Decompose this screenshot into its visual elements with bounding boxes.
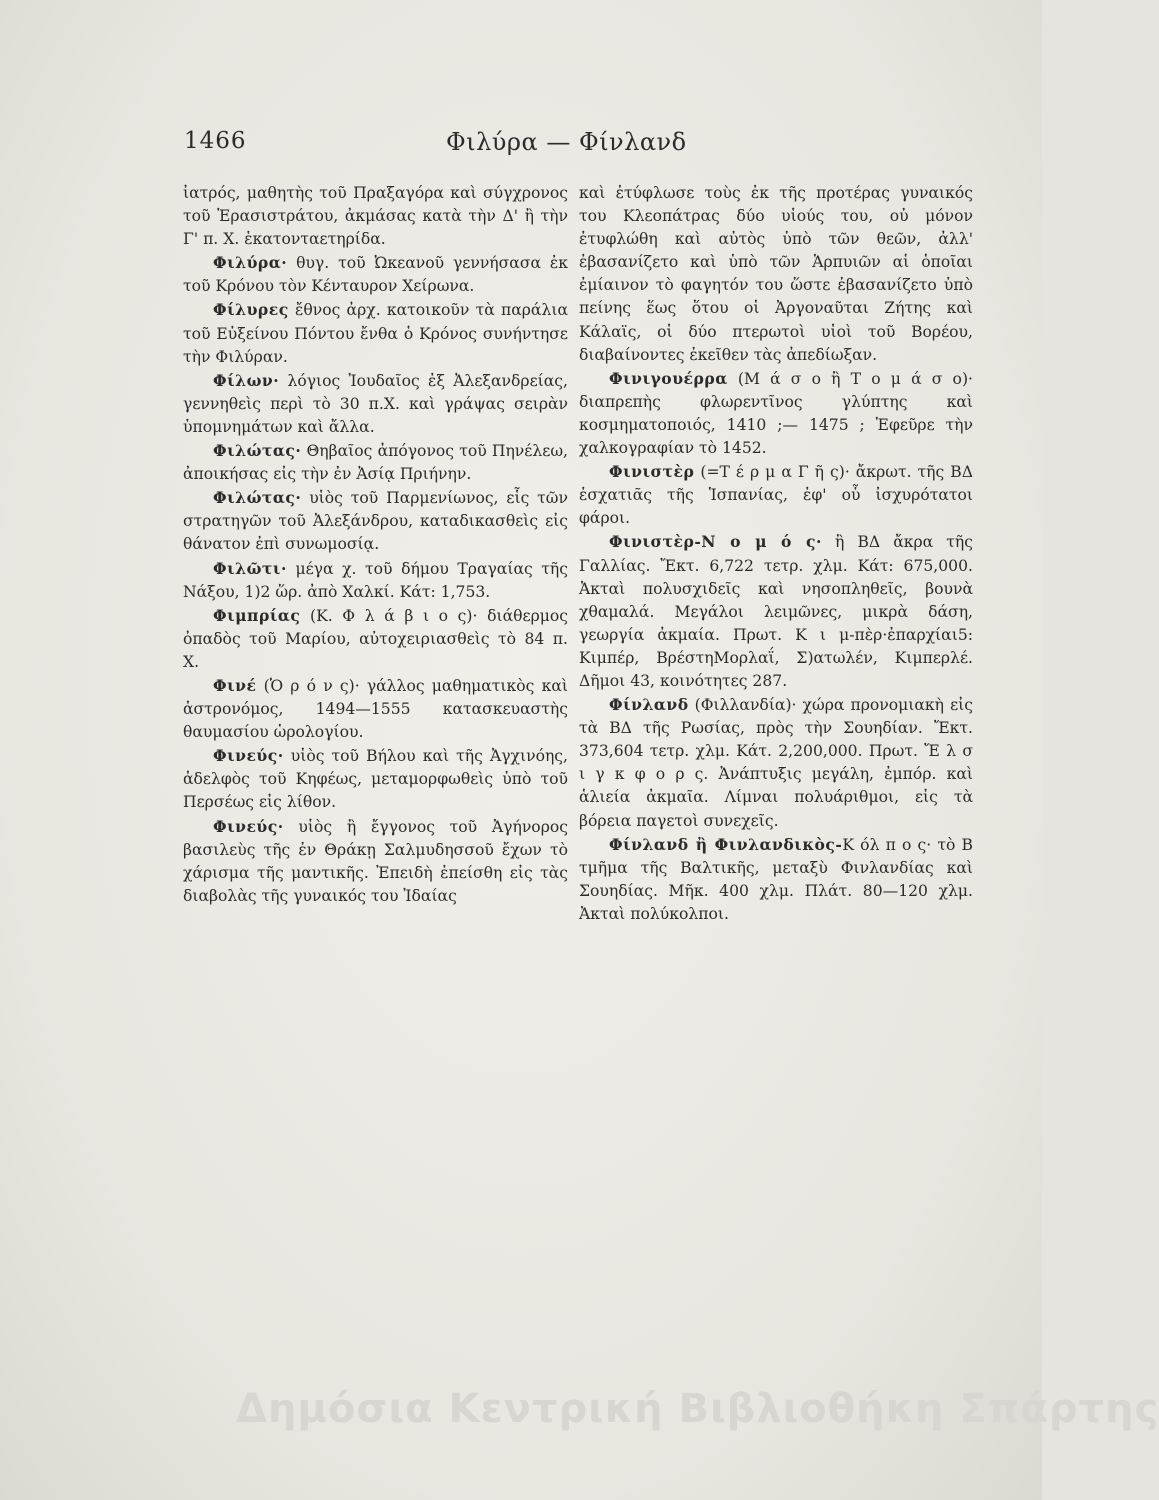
entry-headword: Φινιστὲρ-Ν ο μ ό ς· [609,532,822,552]
page-number: 1466 [184,128,247,154]
right-column [579,182,973,926]
library-watermark: Δημόσια Κεντρική Βιβλιοθήκη Σπάρτης [236,1386,1159,1432]
entry-text: μέγα χ. τοῦ δήμου Τραγαίας τῆς Νάξου, 1)2 ὥρ. ἀπὸ Χαλκί. Κάτ: 1,753. [183,559,568,601]
entry [183,251,568,298]
entry-headword: Φιλύρα· [213,253,288,273]
entry-text: ἔθνος ἀρχ. κατοικοῦν τὰ παράλια τοῦ Εὐξείνου Πόντου ἔνθα ὁ Κρόνος συνήντησε τὴν Φιλύραν. [183,301,568,366]
entry-headword: Φινεύς· [213,816,284,836]
entry-headword: Φίνλανδ ἢ Φινλανδικὸς- [609,834,843,854]
entry [579,833,973,926]
entry-text: (=Τ έ ρ μ α Γ ῆ ς)· ἄκρωτ. τῆς ΒΔ ἐσχατιᾶς τῆς Ἱσπανίας, ἐφ' οὗ ἰσχυρότατοι φάροι. [579,463,973,528]
entry-text: υἱὸς τοῦ Παρμενίωνος, εἷς τῶν στρατηγῶν τοῦ Ἀλεξάνδρου, καταδικασθεὶς εἰς θάνατον ἐπὶ συνωμοσίᾳ. [183,489,568,554]
entry-headword: Φιλῶτι· [213,558,287,578]
entry-continuation [579,182,973,367]
entry [183,369,568,439]
left-column [183,182,568,908]
entry-text: υἱὸς τοῦ Βήλου καὶ τῆς Ἀγχινόης, ἀδελφὸς τοῦ Κηφέως, μεταμορφωθεὶς ὑπὸ τοῦ Περσέως εἰς λίθον. [183,747,568,812]
entry-text: Θηβαῖος ἀπόγονος τοῦ Πηνέλεω, ἀποικήσας εἰς τὴν ἐν Ἀσίᾳ Πριήνην. [183,442,568,484]
entry [579,693,973,833]
entry [183,557,568,604]
entry-text: (Ὁ ρ ό ν ς)· γάλλος μαθηματικὸς καὶ ἀστρονόμος, 1494—1555 κατασκευαστὴς θαυμασίου ὡρολογίου. [183,676,568,742]
entry-text: καὶ ἐτύφλωσε τοὺς ἐκ τῆς προτέρας γυναικός του Κλεοπάτρας δύο υἱούς του, οὐ μόνον ἐτυφλώθη καὶ αὐτὸς ὑπὸ τῶν θεῶν, ἀλλ' ἐβασανίζετο καὶ ὑπὸ τῶν Ἁρπυιῶν αἱ ὁποῖαι ἐμίαινον τὸ φαγητόν του ὥστε ἐβασανίζετο ὑπὸ πείνης ἕως ὅτου οἱ Ἀργοναῦται Ζήτης καὶ Κάλαϊς, οἱ δύο πτερωτοὶ υἱοὶ τοῦ Βορέου, διαβαίνοντες ἐκεῖθεν τὰς ἀπεδίωξαν. [579,184,973,364]
page-header [184,128,974,168]
entry-text: (Φιλλανδία)· χώρα προνομιακὴ εἰς τὰ ΒΔ τῆς Ρωσίας, πρὸς τὴν Σουηδίαν. Ἔκτ. 373,604 τετρ. χλμ. Κάτ. 2,200,000. Πρωτ. Ἔ λ σ ι γ κ φ ο ρ ς. Ἀνάπτυξις μεγάλη, ἐμπόρ. καὶ ἁλιεία ἀκμαῖα. Λίμναι πολυάριθμοι, εἰς τὰ βόρεια παγετοὶ συνεχεῖς. [579,696,973,830]
entry [183,604,568,674]
entry [579,530,973,693]
entry-text: ἰατρός, μαθητὴς τοῦ Πραξαγόρα καὶ σύγχρονος τοῦ Ἐρασιστράτου, ἀκμάσας κατὰ τὴν Δ' ἢ τὴν Γ' π. Χ. ἑκατονταετηρίδα. [183,184,568,249]
entry [183,298,568,368]
entry [579,460,973,530]
entry-headword: Φίνλανδ [609,695,689,715]
entry-continuation [183,182,568,251]
entry-headword: Φινέ [213,675,257,695]
entry [183,744,568,814]
entry-headword: Φιλώτας· [213,441,302,461]
entry [183,815,568,908]
entry-text: θυγ. τοῦ Ὠκεανοῦ γεννήσασα ἐκ τοῦ Κρόνου τὸν Κένταυρον Χείρωνα. [183,254,568,296]
entry-headword: Φινιγουέρρα [609,368,728,388]
entry [183,439,568,486]
entry-headword: Φινεύς· [213,746,284,766]
page-title: Φιλύρα — Φίνλανδ [446,128,687,156]
entry-text: ἢ ΒΔ ἄκρα τῆς Γαλλίας. Ἔκτ. 6,722 τετρ. χλμ. Κάτ: 675,000. Ἀκταὶ πολυσχιδεῖς καὶ νησοπληθεῖς, βουνὰ χθαμαλά. Μεγάλοι λειμῶνες, μικρὰ δάση, γεωργία ἀκμαία. Πρωτ. Κ ι μ-πὲρ·ἐπαρχίαι5: Κιμπέρ, ΒρέστηΜορλαΐ, Σ)ατωλέν, Κιμπερλέ. Δῆμοι 43, κοινότητες 287. [579,533,973,690]
entry [579,367,973,460]
entry [183,486,568,556]
entry-headword: Φιλώτας· [213,488,302,508]
entry-text: Κ όλ π ο ς· τὸ Β τμῆμα τῆς Βαλτικῆς, μεταξὺ Φινλανδίας καὶ Σουηδίας. Μῆκ. 400 χλμ. Πλάτ. 80—120 χλμ. Ἀκταὶ πολύκολποι. [579,835,973,923]
entry-text: (Μ ά σ ο ἢ Τ ο μ ά σ ο)· διαπρεπὴς φλωρεντῖνος γλύπτης καὶ κοσμηματοποιός, 1410 ;— 1475 ; Ἐφεῦρε τὴν χαλκογραφίαν τὸ 1452. [579,369,973,458]
entry-headword: Φίλων· [213,370,280,390]
entry-headword: Φιμπρίας [213,605,301,625]
entry [183,674,568,744]
entry-text: υἱὸς ἢ ἔγγονος τοῦ Ἀγήνορος βασιλεὺς τῆς ἐν Θράκῃ Σαλμυδησσοῦ ἔχων τὸ χάρισμα τῆς μαντικῆς. Ἐπειδὴ ἐπείσθη εἰς τὰς διαβολὰς τῆς γυναικός του Ἰδαίας [183,817,568,905]
entry-text: (Κ. Φ λ ά β ι ο ς)· διάθερμος ὀπαδὸς τοῦ Μαρίου, αὐτοχειριασθεὶς τὸ 84 π. Χ. [183,606,568,671]
entry-headword: Φίλυρες [213,300,289,320]
entry-text: λόγιος Ἰουδαῖος ἐξ Ἀλεξανδρείας, γεννηθεὶς περὶ τὸ 30 π.Χ. καὶ γράψας σειρὰν ὑπομνημάτων καὶ ἄλλα. [183,371,568,436]
entry-headword: Φινιστὲρ [609,462,695,482]
